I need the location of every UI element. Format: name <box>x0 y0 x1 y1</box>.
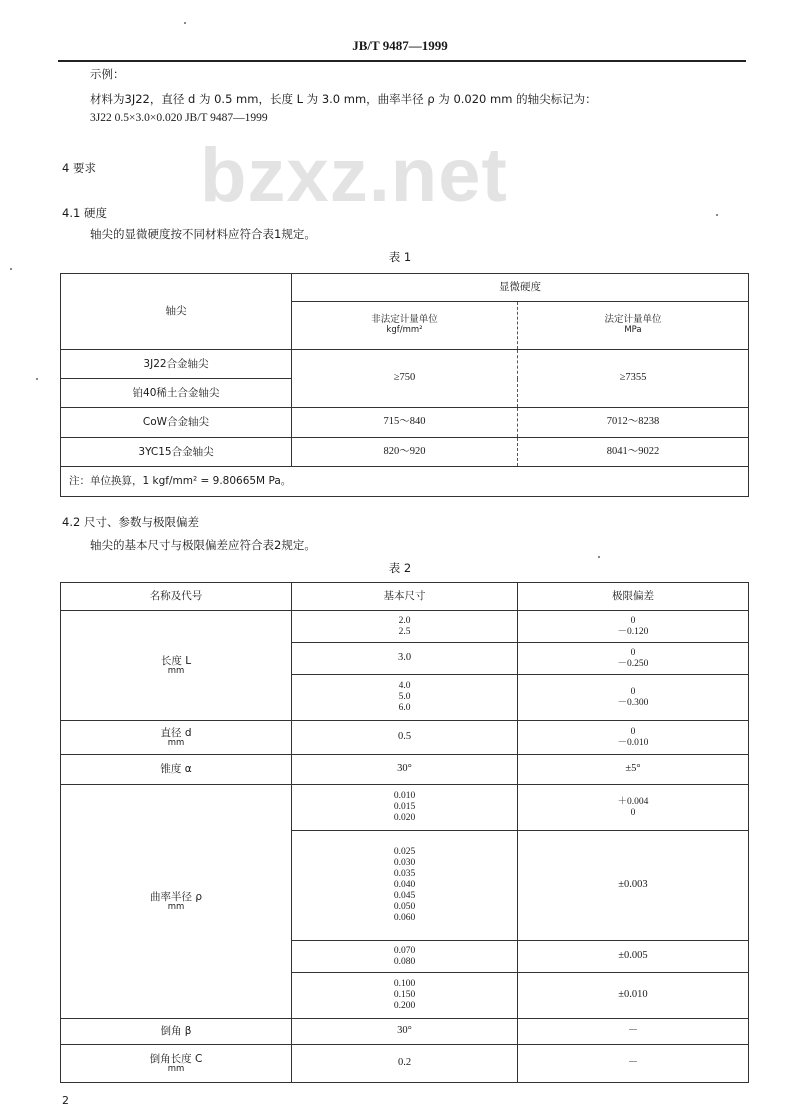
table-2-caption: 表 2 <box>388 561 412 575</box>
scan-speck <box>184 22 186 24</box>
table-2-dimensions <box>60 582 749 1083</box>
table-2-group-chamfer: 倒角 β <box>61 1019 292 1045</box>
table-2-size-cell: 0.010 0.015 0.020 <box>292 785 518 831</box>
example-line-1: 材料为3J22，直径 d 为 0.5 mm，长度 L 为 3.0 mm，曲率半径 ρ 为 0.020 mm 的轴尖标记为： <box>90 92 597 106</box>
page-number: 2 <box>62 1094 69 1107</box>
table-2-size-cell: 0.070 0.080 <box>292 941 518 973</box>
section-4-1-text: 轴尖的显微硬度按不同材料应符合表1规定。 <box>90 227 316 241</box>
table-2-tolerance-cell: ±0.003 <box>518 831 749 941</box>
table-1-cell-legacy: 715～840 <box>292 408 518 438</box>
table-1-row-name: 3YC15合金轴尖 <box>61 438 292 467</box>
table-2-group-curvature-radius: 曲率半径 ρ mm <box>61 785 292 1019</box>
table-1-header-si-unit: 法定计量单位 MPa <box>518 302 749 350</box>
section-4-title: 4 要求 <box>62 161 96 175</box>
table-2-group-length: 长度 L mm <box>61 611 292 721</box>
table-2-tolerance-cell: 0 －0.250 <box>518 643 749 675</box>
table-2-group-taper: 锥度 α <box>61 755 292 785</box>
table-2-tolerance-cell: 0 －0.120 <box>518 611 749 643</box>
table-1-header-hardness: 显微硬度 <box>292 274 749 302</box>
table-2-tolerance-cell: ±0.010 <box>518 973 749 1019</box>
table-2-header-tolerance: 极限偏差 <box>518 583 749 611</box>
table-2-size-cell: 0.2 <box>292 1045 518 1083</box>
table-2-size-cell: 30° <box>292 755 518 785</box>
scan-speck <box>716 214 718 216</box>
table-1-hardness <box>60 273 749 497</box>
table-2-size-cell: 30° <box>292 1019 518 1045</box>
table-1-note: 注：单位换算，1 kgf/mm² = 9.80665M Pa。 <box>61 467 749 497</box>
table-2-size-cell: 4.0 5.0 6.0 <box>292 675 518 721</box>
table-2-size-cell: 0.5 <box>292 721 518 755</box>
table-1-header-legacy-unit: 非法定计量单位 kgf/mm² <box>292 302 518 350</box>
scan-speck <box>598 556 600 558</box>
scan-speck <box>10 268 12 270</box>
table-1-cell-si: ≥7355 <box>518 350 749 408</box>
scan-speck <box>36 378 38 380</box>
table-2-header-name: 名称及代号 <box>61 583 292 611</box>
table-2-header-basic-size: 基本尺寸 <box>292 583 518 611</box>
table-2-group-diameter: 直径 d mm <box>61 721 292 755</box>
watermark: bzxz.net <box>200 133 508 218</box>
table-2-tolerance-cell: ±0.005 <box>518 941 749 973</box>
table-2-tolerance-cell: － <box>518 1019 749 1045</box>
table-1-row-name: 铂40稀土合金轴尖 <box>61 379 292 408</box>
table-2-size-cell: 3.0 <box>292 643 518 675</box>
table-2-size-cell: 2.0 2.5 <box>292 611 518 643</box>
table-2-tolerance-cell: － <box>518 1045 749 1083</box>
table-2-size-cell: 0.100 0.150 0.200 <box>292 973 518 1019</box>
table-2-group-chamfer-length: 倒角长度 C mm <box>61 1045 292 1083</box>
section-4-1-title: 4.1 硬度 <box>62 206 107 220</box>
table-1-row-name: CoW合金轴尖 <box>61 408 292 438</box>
example-heading: 示例： <box>90 67 125 81</box>
standard-code-header: JB/T 9487—1999 <box>352 38 448 53</box>
table-1-cell-legacy: 820～920 <box>292 438 518 467</box>
table-2-size-cell: 0.025 0.030 0.035 0.040 0.045 0.050 0.060 <box>292 831 518 941</box>
table-1-row-name: 3J22合金轴尖 <box>61 350 292 379</box>
header-rule <box>58 60 746 62</box>
table-1-header-tip: 轴尖 <box>61 274 292 350</box>
table-1-cell-legacy: ≥750 <box>292 350 518 408</box>
section-4-2-title: 4.2 尺寸、参数与极限偏差 <box>62 515 199 529</box>
table-2-tolerance-cell: 0 －0.010 <box>518 721 749 755</box>
section-4-2-text: 轴尖的基本尺寸与极限偏差应符合表2规定。 <box>90 538 316 552</box>
table-1-caption: 表 1 <box>388 250 412 264</box>
table-2-tolerance-cell: 0 －0.300 <box>518 675 749 721</box>
table-1-cell-si: 8041～9022 <box>518 438 749 467</box>
table-2-tolerance-cell: ±5° <box>518 755 749 785</box>
table-1-cell-si: 7012～8238 <box>518 408 749 438</box>
example-line-2: 3J22 0.5×3.0×0.020 JB/T 9487—1999 <box>90 112 268 124</box>
table-2-tolerance-cell: ＋0.004 0 <box>518 785 749 831</box>
